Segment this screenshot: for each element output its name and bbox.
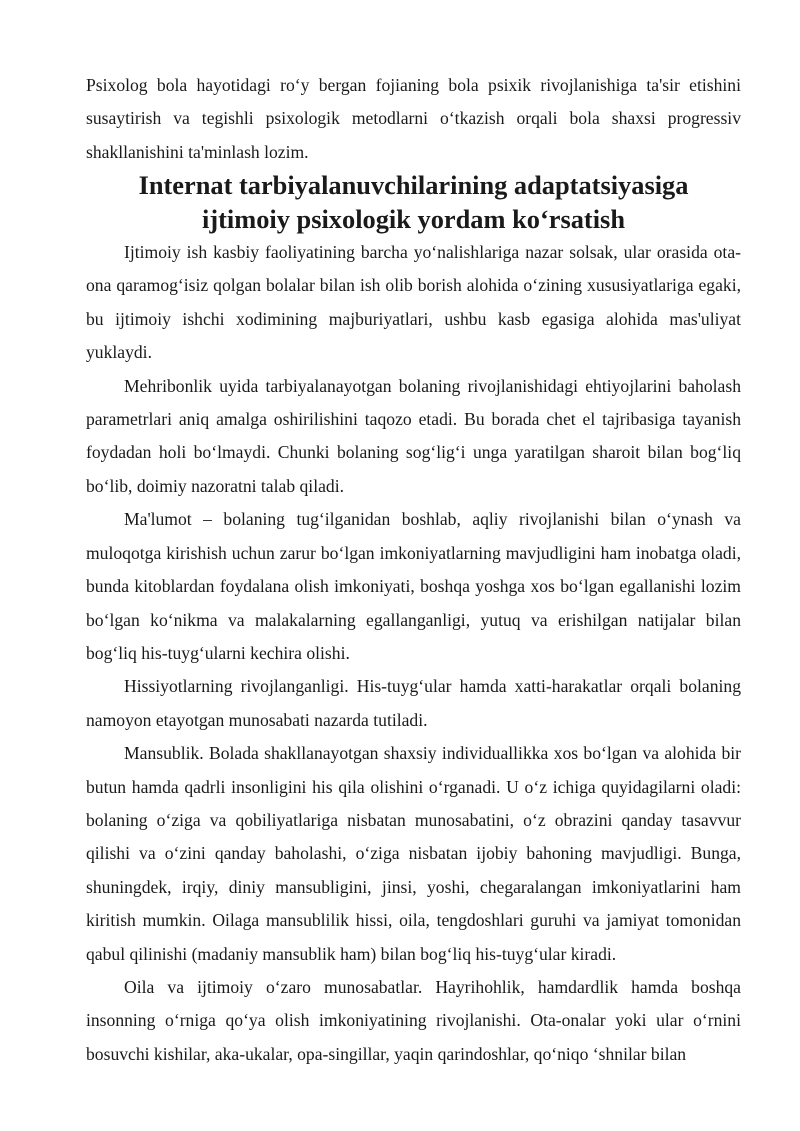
paragraph-emotions: Hissiyotlarning rivojlanganligi. His-tuyg‘ular hamda xatti-harakatlar orqali bolaning namoyon etayotgan munosabati nazarda tutiladi. bbox=[86, 676, 741, 730]
paragraph-belonging: Mansublik. Bolada shakllanayotgan shaxsiy individuallikka xos bo‘lgan va alohida bir butun hamda qadrli insonligini his qila olishini o‘rganadi. U o‘z ichiga quyidagilarni oladi: bolaning o‘ziga va qobiliyatlariga nisbatan munosabatini, o‘z obrazini qanday tasavvur qilishi va o‘zini qanday baholashi, o‘ziga nisbatan ijobiy bahoning mavjudligi. Bunga, shuningdek, irqiy, diniy mansubligini, jinsi, yoshi, chegaralangan imkoniyatlarini ham kiritish mumkin. Oilaga mansublilik hissi, oila, tengdoshlari guruhi va jamiyat tomonidan qabul qilinishi (madaniy mansublik ham) bilan bog‘liq his-tuyg‘ular kiradi. bbox=[86, 743, 741, 964]
section-heading: Internat tarbiyalanuvchilarining adaptatsiyasiga ijtimoiy psixologik yordam ko‘rsatish bbox=[138, 170, 689, 234]
paragraph-orphanage-needs: Mehribonlik uyida tarbiyalanayotgan bolaning rivojlanishidagi ehtiyojlarini baholash parametrlari aniq amalga oshirilishini taqozo etadi. Bu borada chet el tajribasiga tayanish foydadan holi bo‘lmaydi. Chunki bolaning sog‘lig‘i unga yaratilgan sharoit bilan bog‘liq bo‘lib, doimiy nazoratni talab qiladi. bbox=[86, 375, 741, 496]
paragraph-education: Ma'lumot – bolaning tug‘ilganidan boshlab, aqliy rivojlanishi bilan o‘ynash va muloqotga kirishish uchun zarur bo‘lgan imkoniyatlarning mavjudligini ham inobatga oladi, bunda kitoblardan foydalana olish imkoniyati, boshqa yoshga xos bo‘lgan egallanishi lozim bo‘lgan ko‘nikma va malakalarning egallanganligi, yutuq va erishilgan natijalar bilan bog‘liq his-tuyg‘ularni kechira olishi. bbox=[86, 509, 741, 663]
paragraph-intro: Psixolog bola hayotidagi ro‘y bergan fojianing bola psixik rivojlanishiga ta'sir etishini susaytirish va tegishli psixologik metodlarni o‘tkazish orqali bola shaxsi progressiv shakllanishini ta'minlash lozim. bbox=[86, 75, 741, 162]
paragraph-social-work: Ijtimoiy ish kasbiy faoliyatining barcha yo‘nalishlariga nazar solsak, ular orasida ota-ona qaramog‘isiz qolgan bolalar bilan ish olib borish alohida o‘zining xususiyatlariga egaki, bu ijtimoiy ishchi xodimining majburiyatlari, ushbu kasb egasiga alohida mas'uliyat yuklaydi. bbox=[86, 242, 741, 363]
paragraph-family-relations: Oila va ijtimoiy o‘zaro munosabatlar. Hayrihohlik, hamdardlik hamda boshqa insonning o‘rniga qo‘ya olish imkoniyatining rivojlanishi. Ota-onalar yoki ular o‘rnini bosuvchi kishilar, aka-ukalar, opa-singillar, yaqin qarindoshlar, qo‘niqo ‘shnilar bilan bbox=[86, 976, 741, 1064]
